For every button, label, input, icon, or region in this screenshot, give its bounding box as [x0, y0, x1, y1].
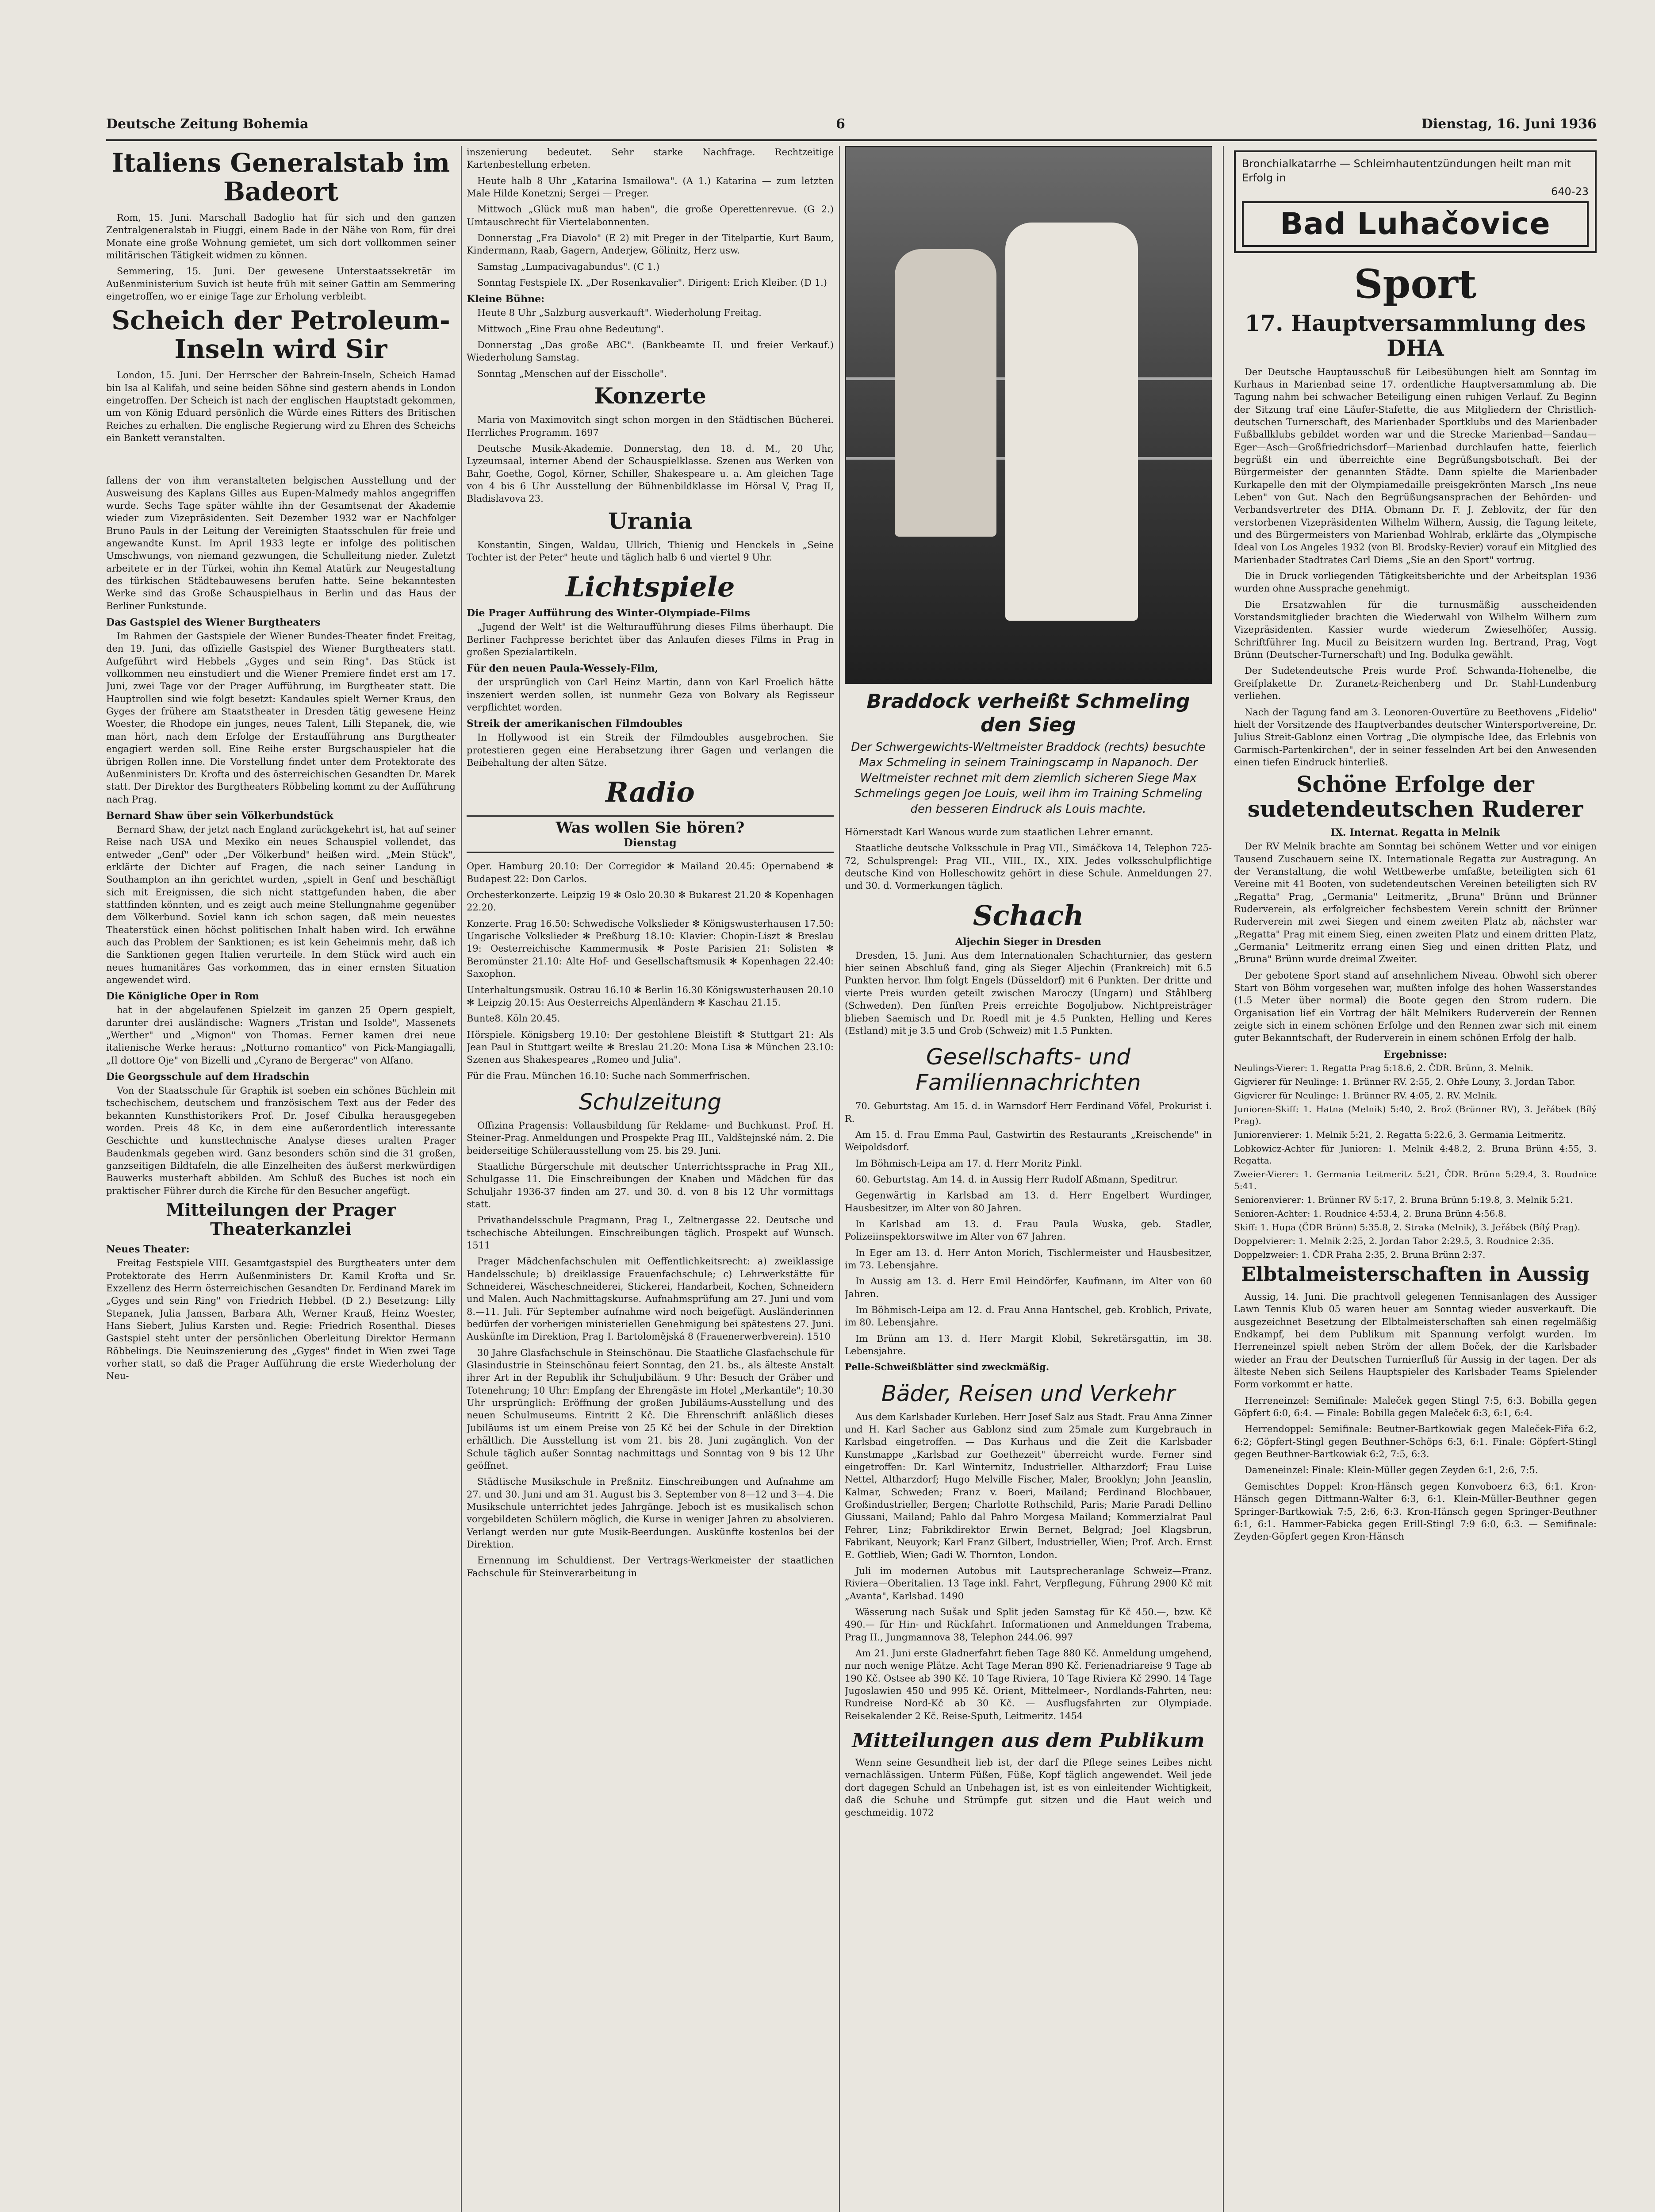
article-paragraph: Konstantin, Singen, Waldau, Ullrich, Thienig und Henckels in „Seine Tochter ist der Peter" heute und täglich halb 6 und viertel 9 Uhr. [467, 539, 834, 563]
family-notice: In Eger am 13. d. Herr Anton Morich, Tischlermeister und Hausbesitzer, im 73. Lebensjahre. [845, 1247, 1212, 1271]
radio-listing: Konzerte. Prag 16.50: Schwedische Volkslieder ✻ Königswusterhausen 17.50: Ungarische Volkslieder ✻ Preßburg 18.10: Klavier: Chopin-Liszt ✻ Breslau 19: Oesterreichische Kammermusik ✻ Poste Parisien 21: Solisten ✻ Beromünster 21.10: Alte Hof- und Gesellschaftsmusik ✻ Kopenhagen 22.40: Saxophon. [467, 918, 834, 979]
radio-listing: Hörspiele. Königsberg 19.10: Der gestohlene Bleistift ✻ Stuttgart 21: Als Jean Paul in Stuttgart weilte ✻ Breslau 21.20: Mona Lisa ✻ München 23.10: Szenen aus Shakespeares „Romeo und Julia". [467, 1029, 834, 1065]
headline-lichtspiele: Lichtspiele [565, 571, 735, 603]
article-paragraph: Der gebotene Sport stand auf ansehnlichem Niveau. Obwohl sich oberer Start von Böhm vorgesehen war, mußten infolge des hohen Wasserstandes (1.5 Meter über normal) die Boote gegen den Strom rudern. Die Organisation lief ein Vortrag der hält Melnikers Ruderverein der Rennen zeigte sich in einem schönen Erfolge und den Rennen zwar sich mit einem guter Bekanntschaft, der Ruderverein in einem schönen Erfolg der halb. [1234, 970, 1597, 1044]
article-paragraph: Juli im modernen Autobus mit Lautsprecheranlage Schweiz—Franz. Riviera—Oberitalien. 13 Tage inkl. Fahrt, Verpflegung, Führung 2900 Kč mit „Avanta", Karlsbad. 1490 [845, 1565, 1212, 1601]
subheading: Kleine Bühne: [467, 293, 545, 305]
subheading: Ergebnisse: [1383, 1048, 1448, 1060]
radio-listing: Oper. Hamburg 20.10: Der Corregidor ✻ Mailand 20.45: Opernabend ✻ Budapest 22: Don Carlos. [467, 861, 834, 884]
article-paragraph: Herrendoppel: Semifinale: Beutner-Bartkowiak gegen Maleček-Fiřa 6:2, 6:2; Göpfert-Stingl gegen Beuthner-Schöps 6:3, 6:1. Finale: Göpfert-Stingl gegen Beuthner-Bartkowiak 6:2, 7:5, 6:3. [1234, 1424, 1597, 1460]
result-line: Juniorenvierer: 1. Melnik 5:21, 2. Regatta 5:22.6, 3. Germania Leitmeritz. [1234, 1129, 1566, 1140]
theater-listing: Heute 8 Uhr „Salzburg ausverkauft". Wiederholung Freitag. [477, 307, 762, 319]
column-3 [845, 146, 1212, 2212]
result-line: Seniorenvierer: 1. Brünner RV 5:17, 2. Bruna Brünn 5:19.8, 3. Melnik 5:21. [1234, 1194, 1573, 1205]
subheading: IX. Internat. Regatta in Melnik [1330, 827, 1500, 839]
article-paragraph: Der Deutsche Hauptausschuß für Leibesübungen hielt am Sonntag im Kurhaus in Marienbad seine 17. ordentliche Hauptversammlung ab. Die Tagung nahm bei schwacher Beteiligung einen ruhigen Verlauf. Zu Beginn der Sitzung traf eine Läufer-Stafette, die aus Mitgliedern der Christlich-deutschen Turnerschaft, des Marienbader Sportklubs und des Marienbader Fußballklubs gebildet worden war und die Strecke Marienbad—Sandau—Eger—Asch—Großfriedrichsdorf—Marienbad durchlaufen hatte, feierlich begrüßt ein und überreichte eine Begrüßungsbotschaft. Bei der Bürgermeister der genannten Städte. Dann spielte die Marienbader Kurkapelle den mit der Olympiamedaille preisgekrönten Marsch „Ins neue Leben" von Gut. Nach den Begrüßungsansprachen der Behörden- und Verbandsvertreter des DHA. Obmann Dr. F. J. Zeblovitz, der für den verstorbenen Vizepräsidenten Wilhelm Wilhern, Aussig, die Tagung leitete, und des Bürgermeisters von Marienbad Wohlrab, erklärte das „Olympische Ideal von Los Angeles 1932 (von Bl. Brodsky-Revier) vorauf ein Mitglied des Marienbader Stadtrates Carl Diems „Sie an den Sport" vortrug. [1234, 366, 1597, 565]
article-paragraph: London, 15. Juni. Der Herrscher der Bahrein-Inseln, Scheich Hamad bin Isa al Kalifah, und seine beiden Söhne sind gestern abends in London eingetroffen. Der Scheich ist nach der englischen Hauptstadt gekommen, um von König Eduard persönlich die Würde eines Ritters des Britischen Reiches zu erhalten. Die englische Regierung wird zu Ehren des Scheichs ein Bankett veranstalten. [106, 370, 456, 443]
subheading: Neues Theater: [106, 1244, 190, 1256]
article-paragraph: Dameneinzel: Finale: Klein-Müller gegen Zeyden 6:1, 2:6, 7:5. [1245, 1465, 1538, 1476]
result-line: Doppelvierer: 1. Melnik 2:25, 2. Jordan Tabor 2:29.5, 3. Roudnice 2:35. [1234, 1235, 1554, 1246]
subheading: Aljechin Sieger in Dresden [955, 936, 1102, 948]
family-notice: Gegenwärtig in Karlsbad am 13. d. Herr Engelbert Wurdinger, Hausbesitzer, im Alter von 80 Jahren. [845, 1190, 1212, 1214]
article-paragraph: Die Ersatzwahlen für die turnusmäßig ausscheidenden Vorstandsmitglieder brachten die Wiederwahl von Wilhelm Wilhern zum Vizepräsidenten. Kassier wurde wiederum Zwieselhöfer, Aussig. Schriftführer Ing. Mucil zu Beisitzern wurden Ing. Bertrand, Prag, Vogt Brünn (Deutscher-Turnerschaft) und Ing. Bodulka gewählt. [1234, 599, 1597, 661]
article-paragraph: Prager Mädchenfachschulen mit Oeffentlichkeitsrecht: a) zweiklassige Handelsschule; b) dreiklassige Frauenfachschule; c) Lehrwerkstätte für Schneiderei, Wäscheschneiderei, Stickerei, Handarbeit, Kochen, Schneidern und Malen. Auch Nachmittagskurse. Aufnahmsprüfung am 27. Juni und vom 8.—11. Juli. Für September aufnahme wird noch beigefügt. Ausländerinnen bedürfen der vorherigen ministeriellen Genehmigung bei spätestens 27. Juni. Auskünfte im Direktion, Prag I. Bartolomějská 8 (Frauenerwerbverein). 1510 [467, 1256, 834, 1342]
column-4 [1234, 146, 1597, 2212]
subheading: Die Georgsschule auf dem Hradschin [106, 1071, 310, 1083]
family-notice: 70. Geburtstag. Am 15. d. in Warnsdorf Herr Ferdinand Vöfel, Prokurist i. R. [845, 1101, 1212, 1124]
article-paragraph: Freitag Festspiele VIII. Gesamtgastspiel des Burgtheaters unter dem Protektorate des Herrn Außenministers Dr. Kamil Krofta und Sr. Exzellenz des Herrn österreichischen Gesandten Dr. Ferdinand Marek im „Gyges und sein Ring" von Friedrich Hebbel. (D 2.) Besetzung: Lilly Stepanek, Julia Janssen, Barbara Ath, Werner Krauß, Heinz Woester, Hans Siebert, Julius Karsten und. Regie: Friedrich Rosenthal. Dieses Gastspiel steht unter der persönlichen Oberleitung Direktor Hermann Röbbelings. Die Neuinszenierung des „Gyges" findet in Wien zwei Tage vorher statt, so daß die Prager Aufführung die erste Wiederholung der Neu- [106, 1258, 456, 1382]
article-paragraph: fallens der von ihm veranstalteten belgischen Ausstellung und der Ausweisung des Kaplans Gilles aus Eupen-Malmedy mahlos angegriffen wurde. Sechs Tage später wählte ihn der Gesamtsenat der Akademie wieder zum Vizepräsidenten. Seit Dezember 1932 war er Nachfolger Bruno Pauls in der Leitung der Vereinigten Staatsschulen für freie und angewandte Kunst. Im April 1933 legte er infolge des politischen Umschwungs, von niemand gezwungen, die Schulleitung nieder. Zuletzt arbeitete er in der Türkei, wohin ihn Kemal Atatürk zur Neugestaltung des türkischen Städtebauwesens berufen hatte. Seine bekanntesten Werke sind das Große Schauspielhaus in Berlin und das Haus der Berliner Funkstunde. [106, 475, 456, 611]
article-paragraph: Der Sudetendeutsche Preis wurde Prof. Schwanda-Hohenelbe, die Greifplakette Dr. Zuranetz-Reichenberg und Dr. Stahl-Lundenburg verliehen. [1234, 665, 1597, 702]
article-paragraph: Nach der Tagung fand am 3. Leonoren-Ouvertüre zu Beethovens „Fidelio" hielt der Vorsitzende des Hauptverbandes deutscher Wintersportvereine, Dr. Julius Streit-Gablonz einen Vortrag „Die olympische Idee, das Erlebnis von Garmisch-Partenkirchen", der in seiner fesselnden Art bei den Anwesenden einen tiefen Eindruck hinterließ. [1234, 707, 1597, 768]
family-notice: Am 15. d. Frau Emma Paul, Gastwirtin des Restaurants „Kreischende" in Weipoldsdorf. [845, 1129, 1212, 1153]
photo-caption-title: Braddock verheißt Schmeling den Sieg [866, 690, 1190, 736]
radio-day: Dienstag [624, 836, 677, 849]
ad-text: Bronchialkatarrhe — Schleimhautentzündungen heilt man mit Erfolg in [1242, 157, 1571, 184]
ad-banner: Bad Luhačovice [1242, 201, 1589, 247]
article-paragraph: Dresden, 15. Juni. Aus dem Internationalen Schachturnier, das gestern hier seinen Abschluß fand, ging als Sieger Aljechin (Frankreich) mit 6.5 Punkten hervor. Ihm folgt Engels (Düsseldorf) mit 6 Punkten. Der dritte und vierte Preis wurden geteilt zwischen Maroczy (Ungarn) und Ståhlberg (Schweden). Den fünften Preis erreichte Bogoljubow. Nichtpreisträger blieben Saemisch und Dr. Roedl mit je 4.5 Punkten, Helling und Keres (Estland) mit je 3.5 und Grob (Schweiz) mit 1.5 Punkten. [845, 950, 1212, 1036]
subheading: Für den neuen Paula-Wessely-Film, [467, 663, 659, 675]
article-paragraph: Deutsche Musik-Akademie. Donnerstag, den 18. d. M., 20 Uhr, Lyzeumsaal, interner Abend der Schauspielklasse. Szenen aus Werken von Bahr, Goethe, Gogol, Körner, Schiller, Shakespeare u. a. Am gleichen Tage von 4 bis 6 Uhr Ausstellung der Bühnenbildklasse im Hörsal V, Prag II, Bladislavova 23. [467, 443, 834, 504]
article-paragraph: Privathandelsschule Pragmann, Prag I., Zeltnergasse 22. Deutsche und tschechische Abteilungen. Einschreibungen täglich. Prospekt auf Wunsch. 1511 [467, 1215, 834, 1251]
headline-scheich: Scheich der Petroleum-Inseln wird Sir [111, 305, 450, 365]
family-notice: 60. Geburtstag. Am 14. d. in Aussig Herr Rudolf Aßmann, Speditrur. [855, 1174, 1178, 1185]
headline-schach: Schach [973, 899, 1084, 932]
theater-listing: Donnerstag „Fra Diavolo" (E 2) mit Preger in der Titelpartie, Kurt Baum, Kindermann, Raab, Gagern, Anderjew, Gölinitz, Herz usw. [467, 233, 834, 256]
article-paragraph: Herreneinzel: Semifinale: Maleček gegen Stingl 7:5, 6:3. Bobilla gegen Göpfert 6:0, 6:4. — Finale: Bobilla gegen Maleček 6:3, 6:1, 6:4. [1234, 1395, 1597, 1419]
family-notice: Im Brünn am 13. d. Herr Margit Klobil, Sekretärsgattin, im 38. Lebensjahre. [845, 1333, 1212, 1357]
radio-listing: Orchesterkonzerte. Leipzig 19 ✻ Oslo 20.30 ✻ Bukarest 21.20 ✻ Kopenhagen 22.20. [467, 890, 834, 913]
article-paragraph: Bernard Shaw, der jetzt nach England zurückgekehrt ist, hat auf seiner Reise nach USA und Mexiko ein neues Schauspiel vollendet, das entweder „Genf" oder „Der Völkerbund" heißen wird. „Mein Stück", erklärte der Dichter auf Fragen, die nach seiner Landung in Southampton an ihn gerichtet wurden, „spielt in Genf und beschäftigt sich mit Ereignissen, die sich nicht stattgefunden haben, die aber stattfinden könnten, und es zeigt auch meine Stellungnahme gegenüber dem Völkerbund. Soviel kann ich schon sagen, daß mein neuestes Theaterstück einen höchst politischen Inhalt haben wird. Ich erwähne auch das Problem der Sanktionen; es ist kein Geheimnis mehr, daß ich die Sanktionen gegen Italien verurteile. In dem Stück wird auch ein neues humanitäres Gas vorkommen, das in einer ernsten Situation angewendet wird. [106, 824, 456, 985]
article-paragraph: inszenierung bedeutet. Sehr starke Nachfrage. Rechtzeitige Kartenbestellung erbeten. [467, 147, 834, 170]
subheading: Die Königliche Oper in Rom [106, 991, 259, 1002]
family-notice: Im Böhmisch-Leipa am 17. d. Herr Moritz Pinkl. [855, 1158, 1083, 1169]
headline-ruderer: Schöne Erfolge der sudetendeutschen Ruderer [1247, 771, 1583, 822]
article-paragraph: In Hollywood ist ein Streik der Filmdoubles ausgebrochen. Sie protestieren gegen eine Herabsetzung ihrer Gagen und verlangen die Beibehaltung der alten Sätze. [467, 732, 834, 768]
family-notice: In Karlsbad am 13. d. Frau Paula Wuska, geb. Stadler, Polizeiinspektorswitwe im Alter von 67 Jahren. [845, 1218, 1212, 1242]
result-line: Gigvierer für Neulinge: 1. Brünner RV. 2:55, 2. Ohře Louny, 3. Jordan Tabor. [1234, 1076, 1575, 1087]
article-paragraph: Staatliche Bürgerschule mit deutscher Unterrichtssprache in Prag XII., Schulgasse 11. Die Einschreibungen der Knaben und Mädchen für das Schuljahr 1936-37 finden am 27. und 30. d. von 8 bis 12 Uhr vormittags statt. [467, 1161, 834, 1210]
headline-konzerte: Konzerte [594, 383, 706, 409]
result-line: Neulings-Vierer: 1. Regatta Prag 5:18.6, 2. ČDR. Brünn, 3. Melnik. [1234, 1062, 1533, 1073]
family-notice: Im Böhmisch-Leipa am 12. d. Frau Anna Hantschel, geb. Kroblich, Private, im 80. Lebensjahre. [845, 1305, 1212, 1328]
family-notice: In Aussig am 13. d. Herr Emil Heindörfer, Kaufmann, im Alter von 60 Jahren. [845, 1276, 1212, 1299]
article-paragraph: Gemischtes Doppel: Kron-Hänsch gegen Konvoboerz 6:3, 6:1. Kron-Hänsch gegen Dittmann-Walter 6:3, 6:1. Klein-Müller-Beuthner gegen Springer-Bartkowiak 7:5, 2:6, 6:3. Kron-Hänsch gegen Springer-Beuthner 6:1, 6:1. Hammer-Fabicka gegen Erill-Stingl 7:9 6:0, 6:3. — Semifinale: Zeyden-Göpfert gegen Kron-Hänsch [1234, 1481, 1597, 1542]
theater-listing: Sonntag Festspiele IX. „Der Rosenkavalier". Dirigent: Erich Kleiber. (D 1.) [477, 277, 827, 288]
headline-sport: Sport [1354, 260, 1477, 307]
headline-publikum: Mitteilungen aus dem Publikum [852, 1729, 1205, 1752]
headline-urania: Urania [608, 507, 693, 534]
headline-baeder: Bäder, Reisen und Verkehr [881, 1380, 1176, 1406]
result-line: Junioren-Skiff: 1. Hatna (Melnik) 5:40, 2. Brož (Brünner RV), 3. Jeřábek (Bílý Prag). [1234, 1103, 1597, 1126]
result-line: Skiff: 1. Hupa (ČDR Brünn) 5:35.8, 2. Straka (Melnik), 3. Jeřábek (Bílý Prag). [1234, 1221, 1580, 1233]
result-line: Doppelzweier: 1. ČDR Praha 2:35, 2. Bruna Brünn 2:37. [1234, 1249, 1486, 1260]
article-paragraph: Aussig, 14. Juni. Die prachtvoll gelegenen Tennisanlagen des Aussiger Lawn Tennis Klub 05 waren heuer am Sonntag wieder ausverkauft. Die ausgezeichnet Besetzung der Elbtalmeisterschaften sah einen regelmäßig Endkampf, bei dem Publikum mit Spannung verfolgt wurden. Im Herreneinzel spielt neben Ström der allem Boček, der die Karlsbader wieder an Frau der Deutschen Turnierfluß für Aussig in der tagen. Der als älteste Neben sich Seilens Hauptspieler des Karlsbader Teams Spielender Form vorkommt er hatte. [1234, 1291, 1597, 1390]
column-rule [839, 146, 840, 2212]
headline-gesellschaft: Gesellschafts- und Familiennachrichten [916, 1044, 1141, 1096]
subheading: Die Prager Aufführung des Winter-Olympiade-Films [467, 607, 750, 619]
theater-listing: Heute halb 8 Uhr „Katarina Ismailowa". (A 1.) Katarina — zum letzten Male Hilde Konetzni; Sergei — Preger. [467, 175, 834, 199]
running-head [106, 113, 1597, 141]
article-paragraph: Maria von Maximovitch singt schon morgen in den Städtischen Bücherei. Herrliches Programm. 1697 [467, 415, 834, 438]
ad-number: 640-23 [1551, 185, 1589, 198]
article-paragraph: Wenn seine Gesundheit lieb ist, der darf die Pflege seines Leibes nicht vernachlässigen. Unterm Füßen, Füße, Kopf täglich angewendet. Weil jede dort dagegen Schuld an Unbehagen ist, ist es von einleitender Wichtigkeit, daß die Schuhe und Strümpfe gut sitzen und die Haut weich und geschmeidig. 1072 [845, 1757, 1212, 1818]
result-line: Zweier-Vierer: 1. Germania Leitmeritz 5:21, ČDR. Brünn 5:29.4, 3. Roudnice 5:41. [1234, 1168, 1597, 1191]
column-rule [1223, 146, 1224, 2212]
article-paragraph: Aus dem Karlsbader Kurleben. Herr Josef Salz aus Stadt. Frau Anna Zinner und H. Karl Sacher aus Gablonz sind zum 25male zum Kurgebrauch in Karlsbad eingetroffen. — Das Kurhaus und die Zeit die Karlsbader Kunstmappe „Karlsbad zur Goethezeit" überreicht wurde. Ferner sind eingetroffen: Dr. Karl Winternitz, Industrieller. Altharzdorf; Frau Luise Nettel, Altharzdorf; Hugo Melville Fischer, Maler, Brooklyn; John Jeanslin, Kalmar, Schweden; Franz v. Boeri, Mailand; Ferdinand Blochbauer, Großindustrieller, Bergen; Charlotte Rothschild, Paris; Marie Paradi Dellino Giussani, Mailand; Pahlo dal Pahro Morgesa Mailand; Kommerzialrat Paul Fehrer, Linz; Fabrikdirektor Erwin Bernet, Belgrad; Joel Klagsbrun, Fabrikant, Neuyork; Karl Franz Gilbert, Industrieller, Wien; Prof. Arch. Ernst E. Gottlieb, Wien; Gadi W. Thornton, London. [845, 1411, 1212, 1560]
headline-theaterkanzlei: Mitteilungen der Prager Theaterkanzlei [166, 1200, 396, 1239]
result-line: Lobkowicz-Achter für Junioren: 1. Melnik 4:48.2, 2. Bruna Brünn 4:55, 3. Regatta. [1234, 1143, 1597, 1166]
theater-listing: Samstag „Lumpacivagabundus". (C 1.) [477, 261, 660, 272]
small-ad: Pelle-Schweißblätter sind zweckmäßig. [845, 1361, 1050, 1373]
article-paragraph: Im Rahmen der Gastspiele der Wiener Bundes-Theater findet Freitag, den 19. Juni, das offizielle Gastspiel des Wiener Burgtheaters statt. Aufgeführt wird Hebbels „Gyges und sein Ring". Das Stück ist vollkommen neu einstudiert und die Wiener Premiere findet erst am 17. Juni, zwei Tage vor der Prager Aufführung, im Burgtheater statt. Die Hauptrollen sind wie folgt besetzt: Kandaules spielt Werner Kraus, den Gyges der frühere am Staatstheater in Dresden tätig gewesene Heinz Woester, die Rhodope ein junges, neues Talent, Lilli Stepanek, die, wie man hört, nach dem Erfolge der Erstaufführung ans Burgtheater engagiert werden soll. Eine Reihe erster Burgschauspieler hat die übrigen Rollen inne. Die Vorstellung findet unter dem Protektorate des Außenministers Dr. Krofta und des österreichischen Gesandten Dr. Marek statt. Der Direktor des Burgtheaters Röbbeling kommt zu der Aufführung nach Prag. [106, 631, 456, 805]
article-paragraph: Von der Staatsschule für Graphik ist soeben ein schönes Büchlein mit tschechischem, deutschem und französischem Text aus der Feder des bekannten Kunsthistorikers Prof. Dr. Josef Cibulka herausgegeben worden. Preis 48 Kc, in dem eine außerordentlich interessante Geschichte und kunsttechnische Analyse dieses uralten Prager Baudenkmals gegeben wird. Ganz besonders schön sind die 31 großen, ganzseitigen Bildtafeln, die alle Einzelheiten des äußerst merkwürdigen Bauwerks musterhaft abbilden. Am Schluß des Buches ist noch ein praktischer Führer durch die Kirche für den Besucher angefügt. [106, 1085, 456, 1196]
article-paragraph: Offizina Pragensis: Vollausbildung für Reklame- und Buchkunst. Prof. H. Steiner-Prag. Anmeldungen und Prospekte Prag III., Valdštejnské nám. 2. Die beiderseitige Schülerausstellung vom 25. bis 29. Juni. [467, 1120, 834, 1156]
column-rule [461, 146, 462, 2212]
article-paragraph: Rom, 15. Juni. Marschall Badoglio hat für sich und den ganzen Zentralgeneralstab in Fiuggi, einem Bade in der Nähe von Rom, für drei Monate eine große Wohnung gemietet, um sich dort vollkommen seiner militärischen Tätigkeit widmen zu können. [106, 212, 456, 261]
article-paragraph: Staatliche deutsche Volksschule in Prag VII., Simáčkova 14, Telephon 725-72, Schulsprengel: Prag VII., VIII., IX., XIX. Jedes volksschulpflichtige deutsche Kind von Holleschowitz gehört in diese Schule. Anmeldungen 27. und 30. d. Vormerkungen täglich. [845, 843, 1212, 891]
article-paragraph: Wässerung nach Sušak und Split jeden Samstag für Kč 450.—, bzw. Kč 490.— für Hin- und Rückfahrt. Informationen und Anmeldungen Trabema, Prag II., Jungmannova 38, Telephon 244.06. 997 [845, 1606, 1212, 1643]
article-paragraph: der ursprünglich von Carl Heinz Martin, dann von Karl Froelich hätte inszeniert werden sollen, ist nunmehr Geza von Bolvary als Regisseur verpflichtet worden. [467, 677, 834, 713]
article-paragraph: Hörnerstadt Karl Wanous wurde zum staatlichen Lehrer ernannt. [845, 827, 1153, 838]
radio-program-box [467, 815, 834, 853]
headline-dha: 17. Hauptversammlung des DHA [1245, 310, 1586, 361]
masthead-name: Deutsche Zeitung Bohemia [106, 116, 309, 132]
column-2 [467, 146, 834, 2212]
article-paragraph: Der RV Melnik brachte am Sonntag bei schönem Wetter und vor einigen Tausend Zuschauern seine IX. Internationale Regatta zur Austragung. An der Veranstaltung, die wohl Wettbewerbe umfaßte, beteiligten sich 61 Vereine mit 41 Booten, von sudetendeutschen Vereinen beteiligten sich RV „Regatta" Prag, „Germania" Leitmeritz, „Bruna" Brünn und Brünner Ruderverein, als erfolgreicher fechsbestem Verein schnitt der Brünner Ruderverein mit zwei Siegen und einem zweiten Platz ab, nächster war „Regatta" Prag mit einem Sieg, einen zweiten Platz und einem dritten Platz, „Germania" Leitmeritz errang einen Sieg und einen dritten Platz, und „Bruna" Brünn wurde dreimal Zweiter. [1234, 841, 1597, 965]
issue-date: Dienstag, 16. Juni 1936 [1421, 116, 1597, 132]
article-paragraph: Semmering, 15. Juni. Der gewesene Unterstaatssekretär im Außenministerium Suvich ist heute früh mit seiner Gattin am Semmering eingetroffen, wo er einige Tage zur Erholung verbleibt. [106, 266, 456, 302]
result-line: Gigvierer für Neulinge: 1. Brünner RV. 4:05, 2. RV. Melnik. [1234, 1090, 1498, 1101]
article-paragraph: Ernennung im Schuldienst. Der Vertrags-Werkmeister der staatlichen Fachschule für Steinverarbeitung in [467, 1555, 834, 1578]
radio-heading: Was wollen Sie hören? [555, 819, 745, 837]
headline-schulzeitung: Schulzeitung [578, 1089, 722, 1115]
radio-listing: Bunte8. Köln 20.45. [467, 1013, 560, 1024]
result-line: Senioren-Achter: 1. Roudnice 4:53.4, 2. Bruna Brünn 4:56.8. [1234, 1208, 1506, 1219]
article-paragraph: hat in der abgelaufenen Spielzeit im ganzen 25 Opern gespielt, darunter drei ausländische: Wagners „Tristan und Isolde", Massenets „Werther" und „Mignon" von Thomas. Ferner kamen drei neue italienische Werke heraus: „Notturno romantico" von Pick-Mangiagalli, „Il dottore Oje" von Bizelli und „Cyrano de Bergerac" von Alfano. [106, 1005, 456, 1066]
subheading: Bernard Shaw über sein Völkerbundstück [106, 810, 333, 822]
column-1 [106, 146, 456, 2212]
radio-listing: Für die Frau. München 16.10: Suche nach Sommerfrischen. [467, 1070, 751, 1081]
boxing-photo [845, 146, 1212, 684]
article-paragraph: 30 Jahre Glasfachschule in Steinschönau. Die Staatliche Glasfachschule für Glasindustrie in Steinschönau feiert Sonntag, den 21. bs., als älteste Anstalt ihrer Art in der Republik ihr Schuljubiläum. 9 Uhr: Besuch der Gräber und Totenehrung; 10 Uhr: Empfang der Ehrengäste im Hotel „Merkantile"; 10.30 Uhr ursprünglich: Eröffnung der großen Jubiläums-Ausstellung und des neuen Schulmuseums. Eintritt 2 Kč. Die Ehrenschrift anläßlich dieses Jubiläums ist um einem Preise von 25 Kč bei der Schule in der Direktion erhältlich. Die Ausstellung ist vom 21. bis 28. Juni zugänglich. Von der Schule täglich außer Sonntag nachmittags und Sonntag von 9 bis 12 Uhr geöffnet. [467, 1347, 834, 1471]
radio-listing: Unterhaltungsmusik. Ostrau 16.10 ✻ Berlin 16.30 Königswusterhausen 20.10 ✻ Leipzig 20.15: Aus Oesterreichs Alpenländern ✻ Kaschau 21.15. [467, 984, 834, 1008]
theater-listing: Sonntag „Menschen auf der Eisscholle". [477, 368, 667, 379]
spa-advertisement [1234, 150, 1597, 253]
article-paragraph: Am 21. Juni erste Gladnerfahrt fieben Tage 880 Kč. Anmeldung umgehend, nur noch wenige Plätze. Acht Tage Meran 890 Kč. Ferienadriareise 9 Tage ab 190 Kč. Ostsee ab 390 Kč. 10 Tage Riviera, 10 Tage Riviera Kč 2990. 14 Tage Jugoslawien 450 und 995 Kč. Orient, Mittelmeer-, Nordlands-Fahrten, neu: Rundreise Nord-Kč ab 30 Kč. — Ausflugsfahrten zur Olympiade. Reisekalender 2 Kč. Reise-Sputh, Leitmeritz. 1454 [845, 1647, 1212, 1721]
theater-listing: Mittwoch „Glück muß man haben", die große Operettenrevue. (G 2.) Umtauschrecht für Viertelabonnenten. [467, 204, 834, 227]
headline-radio: Radio [605, 776, 695, 809]
article-paragraph: Städtische Musikschule in Preßnitz. Einschreibungen und Aufnahme am 27. und 30. Juni und am 31. August bis 3. September von 8—12 und 3—4. Die Musikschule unterrichtet jedes Jahrgänge. Jeboch ist es musikalisch schon vorgebildeten Schülern möglich, die Kurse in weniger Jahren zu absolvieren. Verlangt werden nur gute Musik-Beerdungen. Auskünfte kostenlos bei der Direktion. [467, 1476, 834, 1550]
headline-italien: Italiens Generalstab im Badeort [111, 148, 450, 207]
page-number: 6 [836, 116, 845, 132]
subheading: Streik der amerikanischen Filmdoubles [467, 718, 683, 730]
theater-listing: Donnerstag „Das große ABC". (Bankbeamte II. und freier Verkauf.) Wiederholung Samstag. [467, 340, 834, 363]
article-paragraph: „Jugend der Welt" ist die Welturaufführung dieses Films überhaupt. Die Berliner Fachpresse berichtet über das Anlaufen dieses Films in Prag in großen Spezialartikeln. [467, 622, 834, 657]
boxer-figure [1005, 223, 1138, 621]
article-paragraph: Die in Druck vorliegenden Tätigkeitsberichte und der Arbeitsplan 1936 wurden ohne Aussprache genehmigt. [1234, 571, 1597, 594]
subheading: Das Gastspiel des Wiener Burgtheaters [106, 617, 321, 629]
headline-elbtal: Elbtalmeisterschaften in Aussig [1241, 1263, 1590, 1286]
boxer-figure [895, 249, 996, 537]
theater-listing: Mittwoch „Eine Frau ohne Bedeutung". [477, 323, 664, 334]
photo-caption-text: Der Schwergewichts-Weltmeister Braddock (rechts) besuchte Max Schmeling in seinem Trainingscamp in Napanoch. Der Weltmeister rechnet mit dem ziemlich sicheren Siege Max Schmelings gegen Joe Louis, weil ihm im Training Schmeling den besseren Eindruck als Louis machte. [851, 740, 1206, 816]
